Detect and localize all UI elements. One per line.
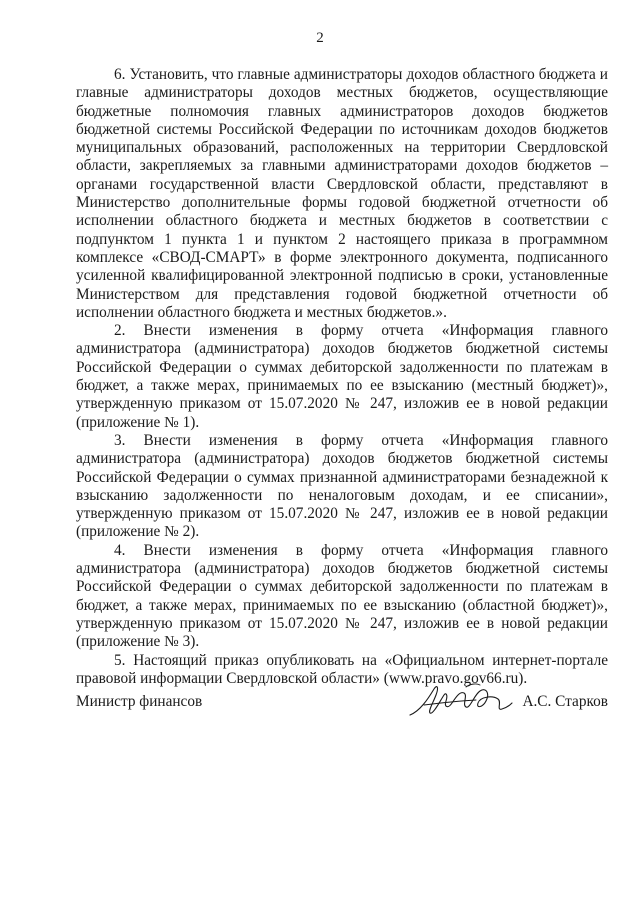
page-number: 2 — [316, 30, 324, 46]
signer-position: Министр финансов — [76, 693, 203, 710]
paragraph-3: 3. Внести изменения в форму отчета «Информация главного администратора (администратора) доходов бюджетов бюджетной системы Российской Федерации о суммах признанной администраторами безнадежной к взысканию задолженности по неналоговым доходам, и ее списании», утвержденную приказом от 15.07.2020 № 247, изложив ее в новой редакции (приложение № 2). — [76, 431, 608, 541]
document-body — [76, 66, 608, 688]
signer-name: А.С. Старков — [522, 693, 608, 710]
paragraph-5: 5. Настоящий приказ опубликовать на «Официальном интернет-портале правовой информации Свердловской области» (www.pravo.gov66.ru). — [76, 651, 608, 687]
paragraph-2: 2. Внести изменения в форму отчета «Информация главного администратора (администратора) доходов бюджетов бюджетной системы Российской Федерации о суммах дебиторской задолженности по платежам в бюджет, а также мерах, принимаемых по ее взысканию (местный бюджет)», утвержденную приказом от 15.07.2020 № 247, изложив ее в новой редакции (приложение № 1). — [76, 322, 608, 431]
paragraph-6: 6. Установить, что главные администраторы доходов областного бюджета и главные администраторы доходов местных бюджетов, осуществляющие бюджетные полномочия главных администраторов доходов бюджетов бюджетной системы Российской Федерации по источникам доходов бюджетов муниципальных образований, расположенных на территории Свердловской области, закрепляемых за главными администраторами доходов бюджетов – органами государственной власти Свердловской области, представляют в Министерство дополнительные формы годовой бюджетной отчетности об исполнении областного бюджета и местных бюджетов в соответствии с подпунктом 1 пункта 1 и пунктом 2 настоящего приказа в программном комплексе «СВОД-СМАРТ» в форме электронного документа, подписанного усиленной квалифицированной электронной подписью в сроки, установленные Министерством для представления годовой бюджетной отчетности об исполнении областного бюджета и местных бюджетов.». — [76, 66, 608, 321]
handwritten-signature — [406, 681, 516, 721]
signature-block — [76, 681, 608, 721]
paragraph-4: 4. Внести изменения в форму отчета «Информация главного администратора (администратора) доходов бюджетов бюджетной системы Российской Федерации о суммах дебиторской задолженности по платежам в бюджет, а также мерах, принимаемых по ее взысканию (областной бюджет)», утвержденную приказом от 15.07.2020 № 247, изложив ее в новой редакции (приложение № 3). — [76, 541, 608, 651]
